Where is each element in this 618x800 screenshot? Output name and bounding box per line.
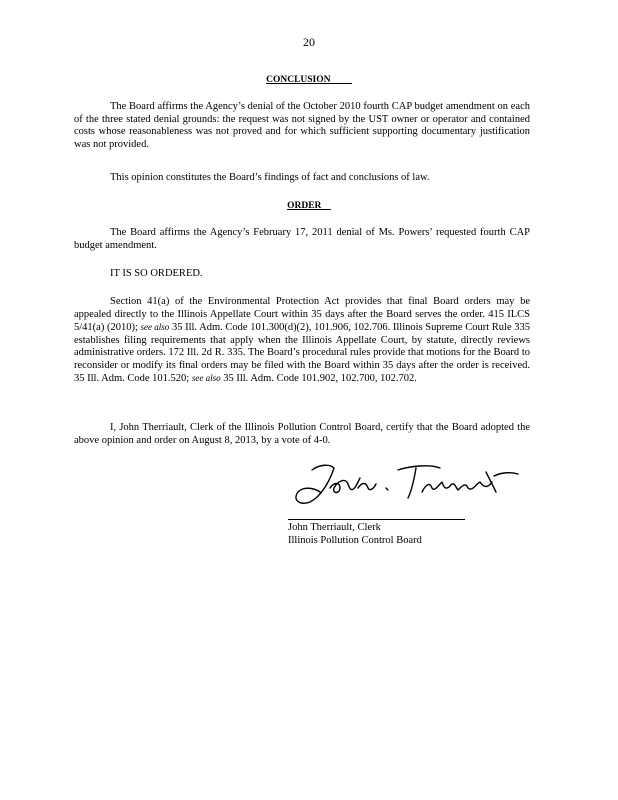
handwritten-signature bbox=[290, 458, 530, 518]
conclusion-heading: CONCLUSION bbox=[266, 75, 331, 85]
so-ordered: IT IS SO ORDERED. bbox=[110, 268, 203, 279]
order-paragraph: The Board affirms the Agency’s February 17, 2011 denial of Ms. Powers’ requested fourth CAP budget amendment. bbox=[74, 227, 530, 251]
order-heading: ORDER bbox=[287, 201, 322, 211]
see-also-2: see also bbox=[191, 373, 221, 383]
clerk-organization: Illinois Pollution Control Board bbox=[288, 534, 422, 546]
page-number: 20 bbox=[303, 35, 315, 49]
see-also-1: see also bbox=[140, 322, 170, 332]
conclusion-paragraph-2: This opinion constitutes the Board’s findings of fact and conclusions of law. bbox=[110, 172, 430, 183]
clerk-block bbox=[288, 522, 422, 547]
signature-icon bbox=[290, 458, 530, 518]
clerk-name: John Therriault, Clerk bbox=[288, 522, 381, 533]
certification-paragraph: I, John Therriault, Clerk of the Illinois Pollution Control Board, certify that the Board adopted the above opinion and order on August 8, 2013, by a vote of 4-0. bbox=[74, 422, 530, 446]
appeal-paragraph: Section 41(a) of the Environmental Protection Act provides that final Board orders may be appealed directly to the Illinois Appellate Court within 35 days after the Board serves the order. 415 ILCS 5/41(a) (2010); see also 35 Ill. Adm. Code 101.300(d)(2), 101.906, 102.706. Illinois Supreme Court Rule 335 establishes filing requirements that apply when the Illinois Appellate Court, by statute, directly reviews administrative orders. 172 Ill. 2d R. 335. The Board’s procedural rules provide that motions for the Board to reconsider or modify its final orders may be filed with the Board within 35 days after the order is received. 35 Ill. Adm. Code 101.520; see also 35 Ill. Adm. Code 101.902, 102.700, 102.702. bbox=[74, 296, 531, 384]
signature-line bbox=[288, 519, 465, 520]
conclusion-paragraph-1: The Board affirms the Agency’s denial of the October 2010 fourth CAP budget amendment on each of the three stated denial grounds: the request was not signed by the UST owner or operator and contained costs whose reasonableness was not proved and for which sufficient supporting documentary justification was not provided. bbox=[74, 101, 530, 150]
